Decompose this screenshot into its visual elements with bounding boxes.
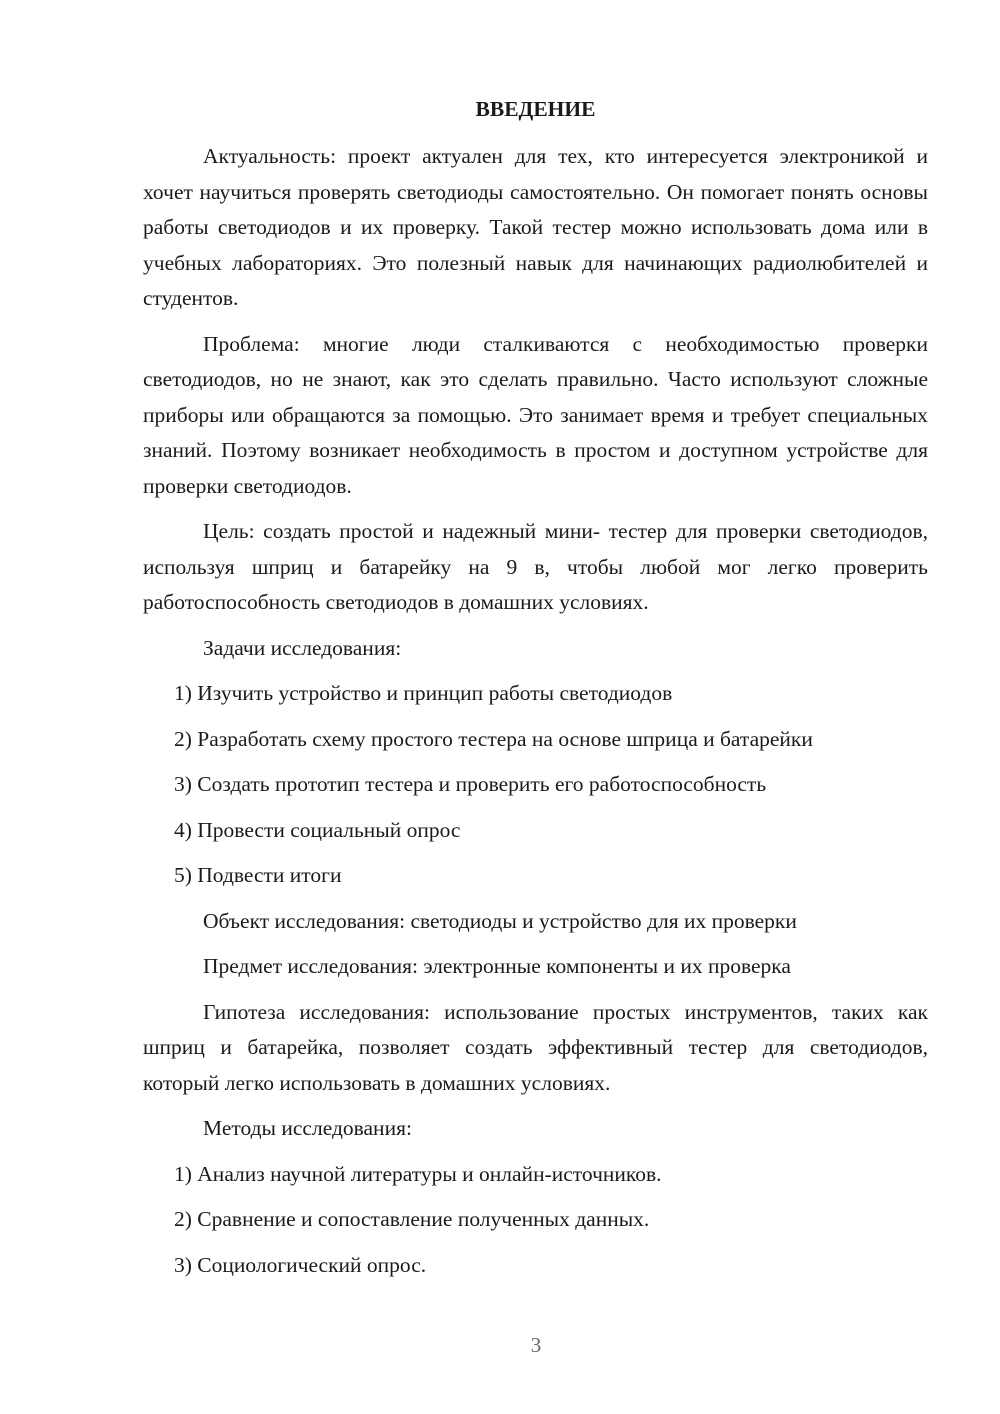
goal-paragraph: Цель: создать простой и надежный мини- тестер для проверки светодиодов, используя шприц и батарейку на 9 в, чтобы любой мог легко проверить работоспособность светодиодов в домашних условиях.: [143, 519, 928, 614]
page-number: 3: [530, 1333, 542, 1357]
problem-paragraph: Проблема: многие люди сталкиваются с необходимостью проверки светодиодов, но не знают, как это сделать правильно. Часто используют сложные приборы или обращаются за помощью. Это занимает время и требует специальных знаний. Поэтому возникает необходимость в простом и доступном устройстве для проверки светодиодов.: [143, 331, 928, 498]
tasks-heading: Задачи исследования:: [203, 635, 402, 660]
list-item: 2) Разработать схему простого тестера на основе шприца и батарейки: [174, 726, 813, 751]
list-item: 3) Социологический опрос.: [174, 1252, 427, 1277]
methods-heading: Методы исследования:: [203, 1116, 412, 1140]
document-page: [143, 92, 928, 1293]
tasks-list: [143, 676, 928, 894]
hypothesis-paragraph: Гипотеза исследования: использование простых инструментов, таких как шприц и батарейка, позволяет создать эффективный тестер для светодиодов, который легко использовать в домашних условиях.: [143, 999, 928, 1095]
list-item: 1) Анализ научной литературы и онлайн-источников.: [174, 1161, 662, 1186]
subject-paragraph: Предмет исследования: электронные компоненты и их проверка: [203, 954, 791, 978]
page-title: ВВЕДЕНИЕ: [475, 97, 596, 121]
relevance-paragraph: Актуальность: проект актуален для тех, кто интересуется электроникой и хочет научиться проверять светодиоды самостоятельно. Он помогает понять основы работы светодиодов и их проверку. Такой тестер можно использовать дома или в учебных лабораториях. Это полезный навык для начинающих радиолюбителей и студентов.: [143, 144, 928, 310]
object-paragraph: Объект исследования: светодиоды и устройство для их проверки: [203, 908, 797, 933]
list-item: 2) Сравнение и сопоставление полученных данных.: [174, 1207, 650, 1231]
methods-list: [143, 1157, 928, 1284]
list-item: 1) Изучить устройство и принцип работы светодиодов: [174, 681, 673, 705]
list-item: 3) Создать прототип тестера и проверить его работоспособность: [174, 772, 767, 796]
list-item: 5) Подвести итоги: [174, 863, 342, 887]
list-item: 4) Провести социальный опрос: [174, 817, 461, 842]
